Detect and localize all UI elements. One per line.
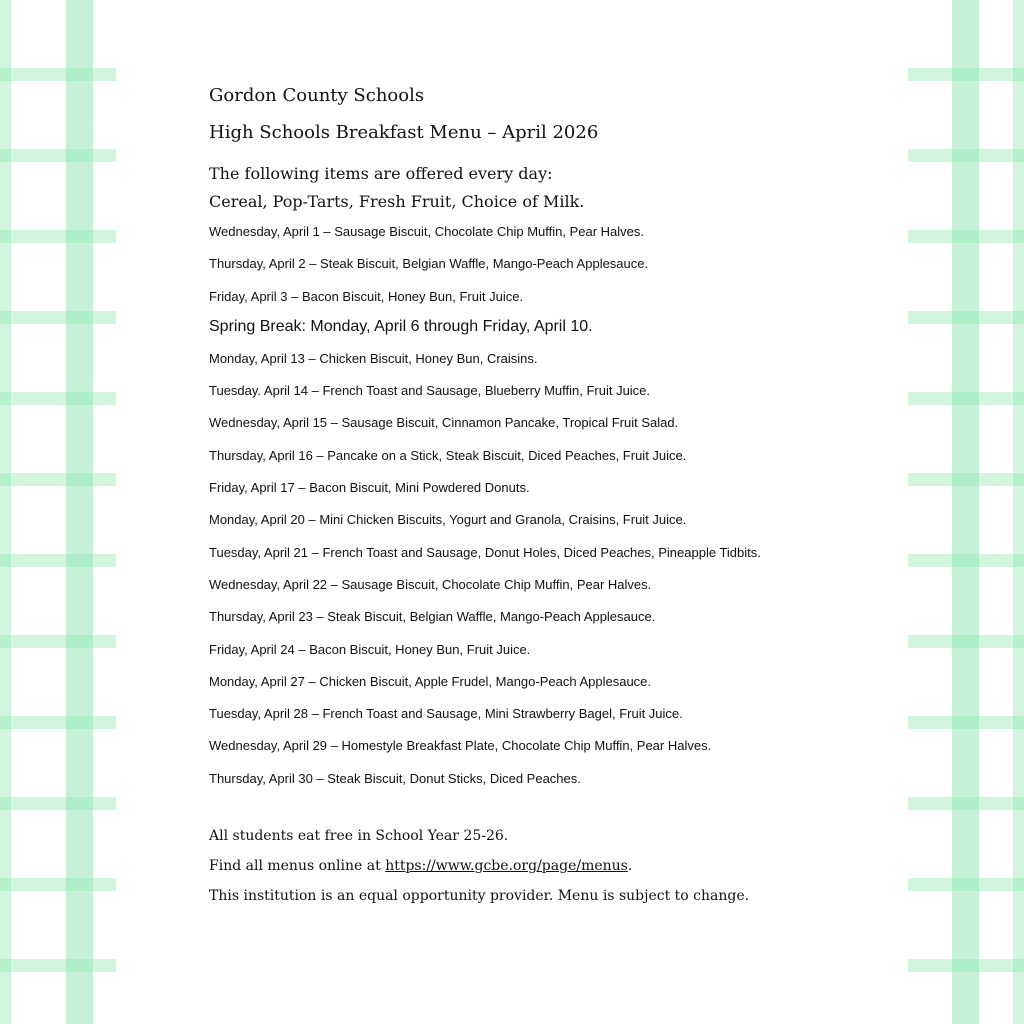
menu-document (209, 80, 869, 916)
plaid-border-left (0, 0, 116, 1024)
menu-day-apr-20: Monday, April 20 – Mini Chicken Biscuits, Yogurt and Granola, Craisins, Fruit Juice. (209, 512, 687, 528)
free-meals-note: All students eat free in School Year 25-26. (209, 828, 509, 845)
menu-day-apr-24: Friday, April 24 – Bacon Biscuit, Honey Bun, Fruit Juice. (209, 641, 531, 657)
menu-day-apr-27: Monday, April 27 – Chicken Biscuit, Apple Frudel, Mango-Peach Applesauce. (209, 673, 652, 689)
menu-day-apr-2: Thursday, April 2 – Steak Biscuit, Belgian Waffle, Mango-Peach Applesauce. (209, 256, 649, 272)
disclaimer: This institution is an equal opportunity provider. Menu is subject to change. (209, 888, 750, 905)
menu-day-apr-23: Thursday, April 23 – Steak Biscuit, Belgian Waffle, Mango-Peach Applesauce. (209, 609, 656, 625)
menu-day-apr-1: Wednesday, April 1 – Sausage Biscuit, Chocolate Chip Muffin, Pear Halves. (209, 224, 645, 239)
footer (209, 826, 869, 916)
menu-list (209, 223, 869, 802)
menu-day-apr-17: Friday, April 17 – Bacon Biscuit, Mini Powdered Donuts. (209, 480, 530, 496)
menu-day-apr-16: Thursday, April 16 – Pancake on a Stick, Steak Biscuit, Diced Peaches, Fruit Juice. (209, 447, 687, 463)
menus-online-suffix: . (627, 858, 633, 875)
district-name: Gordon County Schools (209, 85, 425, 106)
menu-day-apr-30: Thursday, April 30 – Steak Biscuit, Donut Sticks, Diced Peaches. (209, 770, 581, 786)
menu-day-apr-13: Monday, April 13 – Chicken Biscuit, Honey Bun, Craisins. (209, 350, 538, 366)
plaid-border-right (908, 0, 1024, 1024)
everyday-items: Cereal, Pop-Tarts, Fresh Fruit, Choice of Milk. (209, 192, 585, 211)
menus-online-prefix: Find all menus online at (209, 858, 386, 875)
spring-break-notice: Spring Break: Monday, April 6 through Friday, April 10. (209, 317, 593, 335)
menu-day-apr-3: Friday, April 3 – Bacon Biscuit, Honey Bun, Fruit Juice. (209, 288, 524, 304)
menu-day-apr-29: Wednesday, April 29 – Homestyle Breakfast Plate, Chocolate Chip Muffin, Pear Halves. (209, 738, 712, 754)
menus-link[interactable]: https://www.gcbe.org/page/menus (385, 858, 628, 875)
menu-title: High Schools Breakfast Menu – April 2026 (209, 122, 599, 143)
everyday-intro: The following items are offered every day: (209, 164, 553, 183)
menu-day-apr-22: Wednesday, April 22 – Sausage Biscuit, Chocolate Chip Muffin, Pear Halves. (209, 576, 652, 592)
menu-day-apr-14: Tuesday. April 14 – French Toast and Sausage, Blueberry Muffin, Fruit Juice. (209, 383, 651, 399)
menu-day-apr-21: Tuesday, April 21 – French Toast and Sausage, Donut Holes, Diced Peaches, Pineapple Tidbits. (209, 544, 761, 560)
menu-day-apr-15: Wednesday, April 15 – Sausage Biscuit, Cinnamon Pancake, Tropical Fruit Salad. (209, 415, 679, 431)
menu-day-apr-28: Tuesday, April 28 – French Toast and Sausage, Mini Strawberry Bagel, Fruit Juice. (209, 706, 683, 722)
menus-online-line (209, 856, 869, 886)
